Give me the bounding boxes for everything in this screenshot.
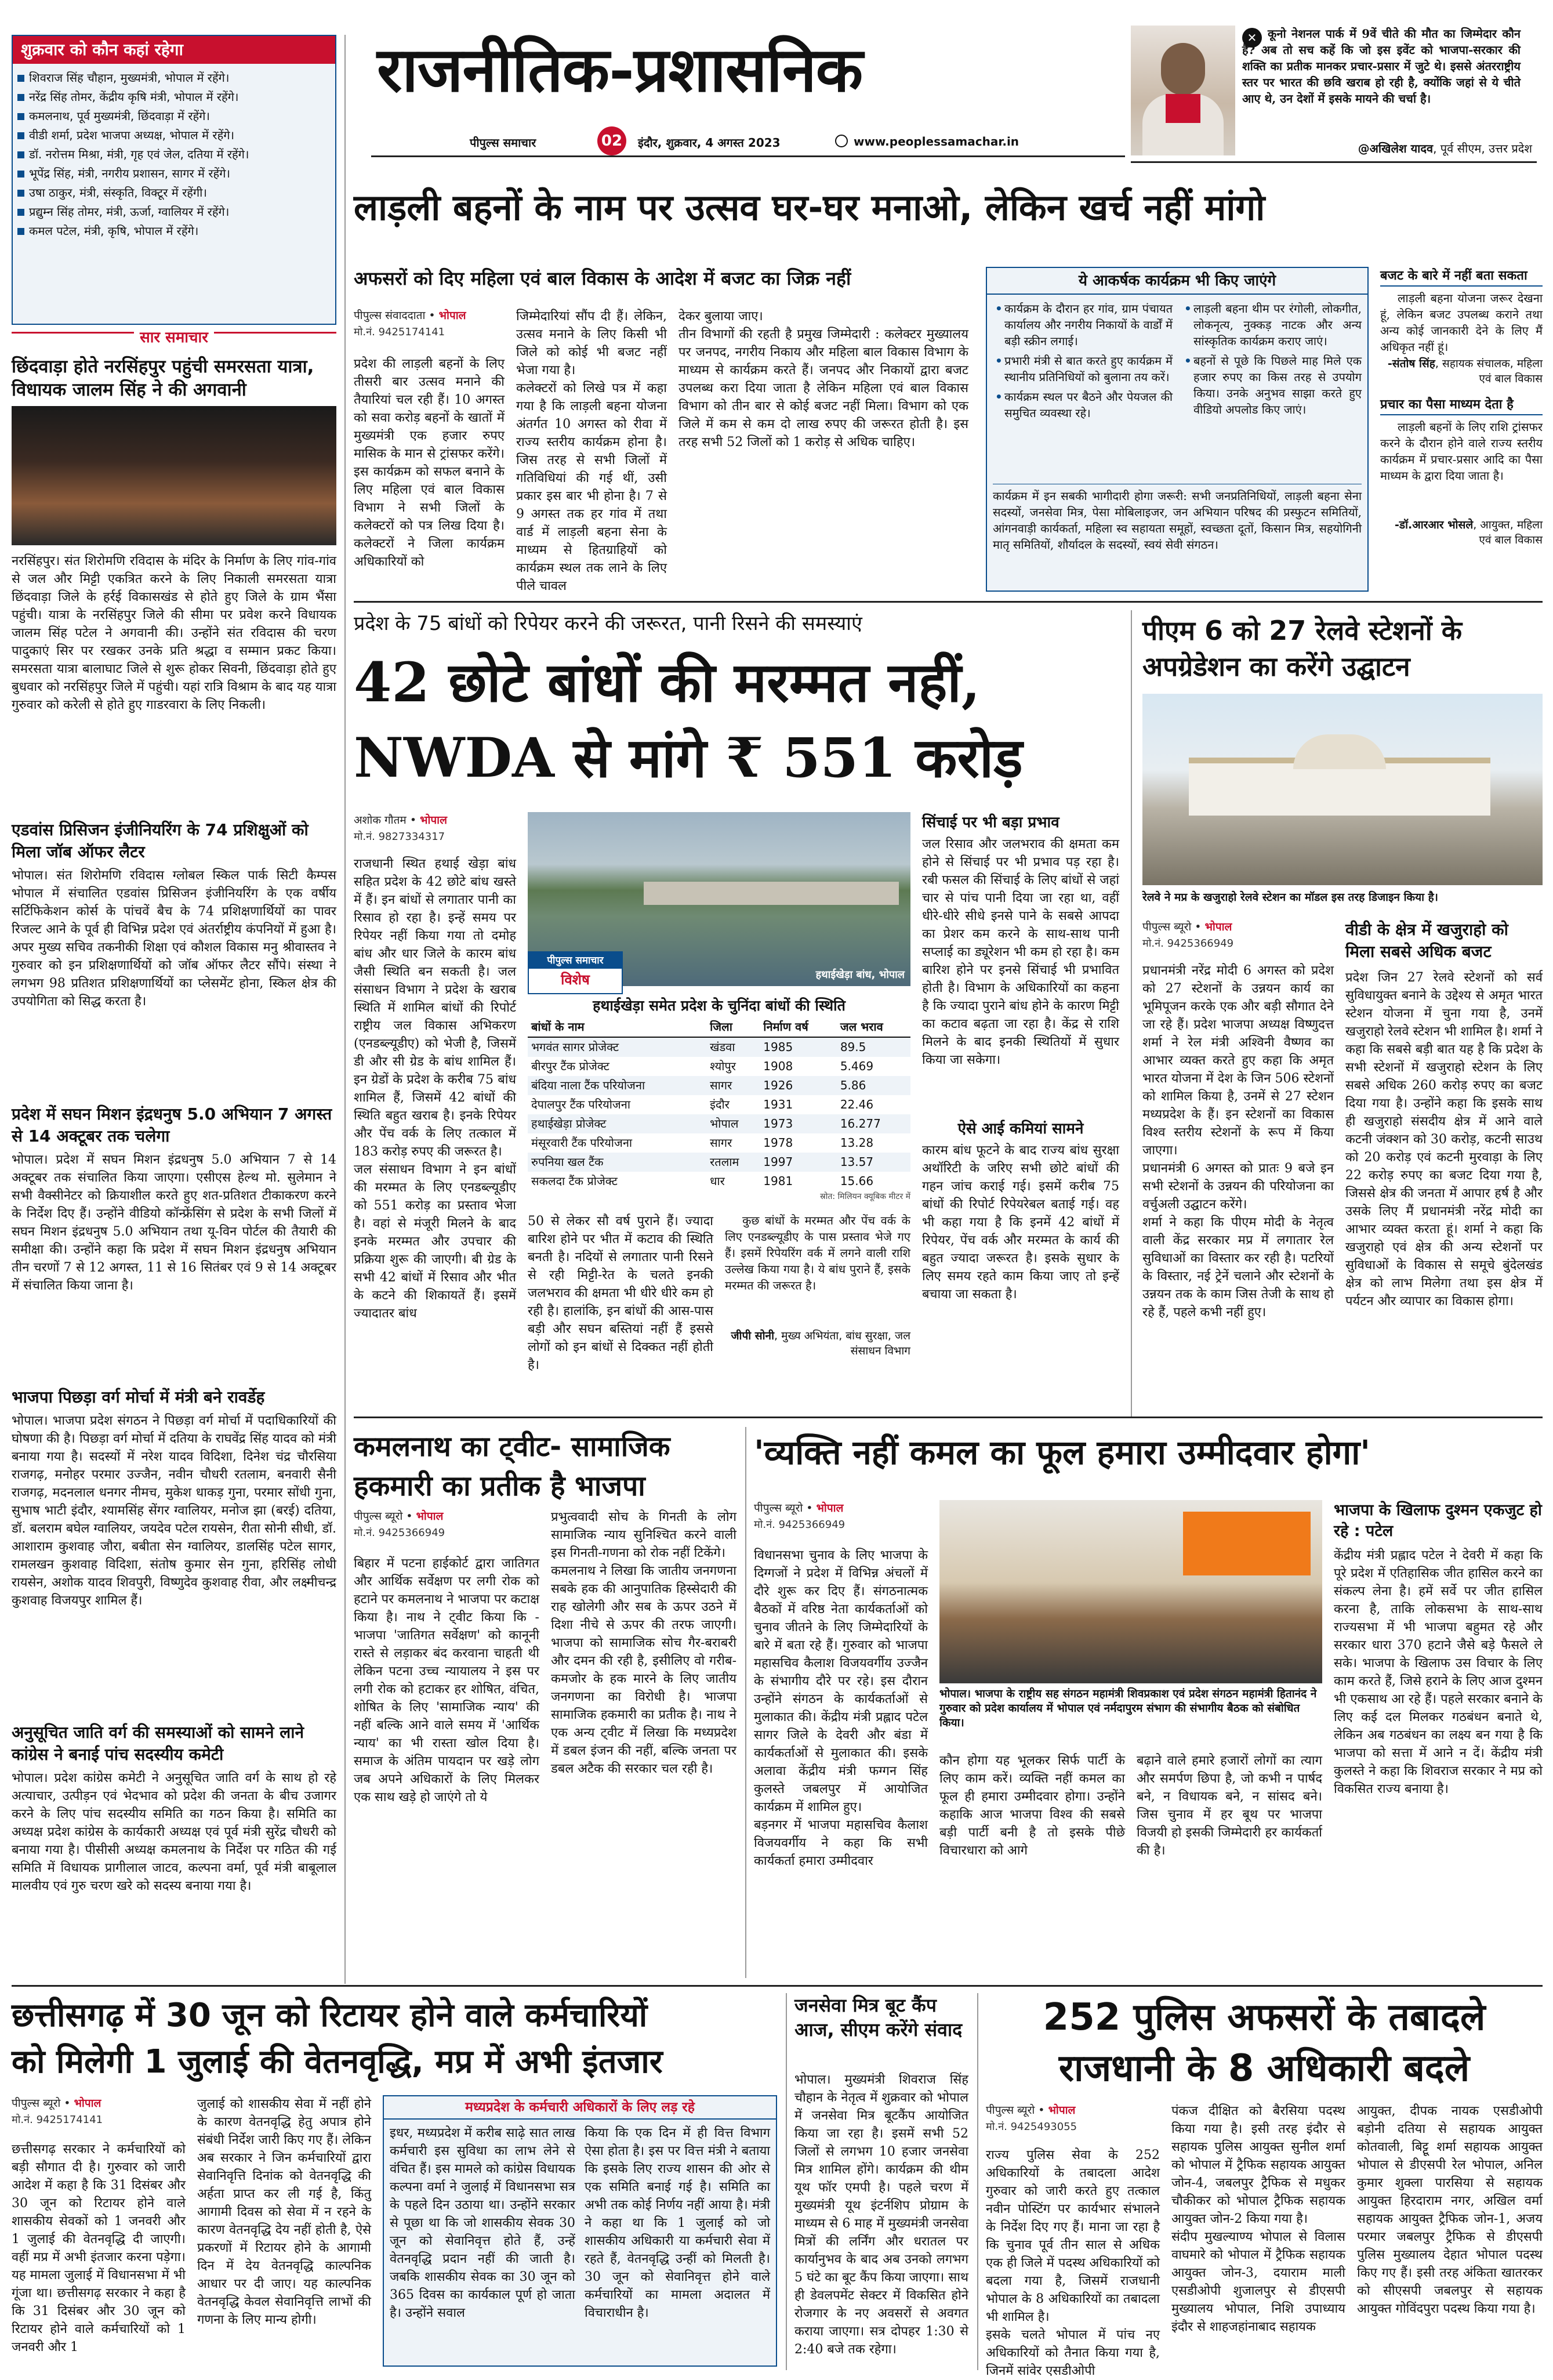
budget-box bbox=[1380, 267, 1547, 592]
dam-photo-caption: हथाईखेड़ा बांध, भोपाल bbox=[815, 969, 905, 981]
dams-table bbox=[528, 995, 910, 1202]
railway-photo-caption: रेलवे ने मप्र के खजुराहो रेलवे स्टेशन का मॉडल इस तरह डिजाइन किया है। bbox=[1142, 891, 1438, 904]
dams-table-cell: सागर bbox=[710, 1136, 732, 1150]
kamalnath-divider bbox=[745, 1427, 746, 1978]
dams-table-cell: 1985 bbox=[763, 1040, 793, 1054]
employees-byline-place: भोपाल bbox=[74, 2097, 101, 2110]
ladli-headline: लाड़ली बहनों के नाम पर उत्सव घर-घर मनाओ, लेकिन खर्च नहीं मांगो bbox=[354, 186, 1265, 229]
kamalnath-headline: कमलनाथ का ट्वीट- सामाजिक हकमारी का प्रतीक है भाजपा bbox=[354, 1430, 670, 1502]
dams-table-row bbox=[528, 1095, 910, 1114]
bjp-byline-place: भोपाल bbox=[816, 1502, 844, 1515]
kamalnath-byline-name: पीपुल्स ब्यूरो bbox=[354, 1510, 403, 1523]
bjp-col-1: विधानसभा चुनाव के लिए भाजपा के दिग्गजों ने प्रदेश में विभिन्न अंचलों में दौरे शुरू कर दिए हैं। संगठनात्मक बैठकों में वरिष्ठ नेता कार्यकर्ताओं को चुनाव जीतने के लिए जिम्मेदारियों के बारे में बता रहे हैं। गुरुवार को भाजपा महासचिव कैलाश विजयवर्गीय उज्जैन के संभागीय दौरे पर रहे। इस दौरान उन्होंने संगठन के कार्यकर्ताओं से मुलाकात की। केंद्रीय मंत्री प्रह्लाद पटेल सागर जिले के देवरी और बंडा में कार्यकर्ताओं से मुलाकात की। इसके अलावा केंद्रीय मंत्री फग्गन सिंह कुलस्ते जबलपुर में आयोजित कार्यक्रम में शामिल हुए। बड़नगर में भाजपा महासचिव कैलाश विजयवर्गीय ने कहा कि सभी कार्यकर्ता हमारा उम्मीदवार bbox=[754, 1548, 928, 1868]
dams-table-cell: 5.469 bbox=[840, 1059, 874, 1073]
dams-table-row bbox=[528, 1076, 910, 1095]
police-byline-place: भोपाल bbox=[1048, 2104, 1076, 2117]
dams-sub-2: ऐसे आई कमियां सामने bbox=[957, 1120, 1084, 1138]
vishesh-tag-label: विशेष bbox=[561, 972, 590, 988]
jansewa-divider bbox=[977, 1993, 978, 2370]
railway-byline-mobile: मो.नं. 9425366949 bbox=[1142, 937, 1234, 950]
masthead-title: राजनीतिक-प्रशासनिक bbox=[377, 33, 863, 106]
prachar-by bbox=[1380, 517, 1543, 548]
dams-table-cell: 13.28 bbox=[840, 1136, 874, 1150]
bjp-col-2: कौन होगा यह भूलकर सिर्फ पार्टी के लिए काम करें। व्यक्ति नहीं कमल का फूल ही हमारा उम्मीदवार होगा। उन्होंने कहाकि आज भाजपा विश्व की सबसे बड़ी पार्टी बनी है तो इसके पीछे विचारधारा को आगे bbox=[939, 1754, 1129, 1858]
dams-table-cell: 1931 bbox=[763, 1097, 793, 1111]
dams-table-cell: इंदौर bbox=[710, 1097, 730, 1111]
ladli-col-2: जिम्मेदारियां सौंप दी हैं। लेकिन, उत्सव मनाने के लिए किसी भी जिले को कोई भी बजट नहीं भेजा गया है। कलेक्टरों को लिखे पत्र में कहा गया है कि लाड़ली बहना योजना अंतर्गत 10 अगस्त को रीवा में राज्य स्तरीय कार्यक्रम होना है। जिस तरह से सभी जिलों में गतिविधियां की गई थीं, उसी प्रकार इस बार भी होना है। 7 से 9 अगस्त तक हर गांव में तथा वार्ड में लाड़ली बहना सेना के माध्यम से हितग्राहियों को कार्यक्रम स्थल तक लाने के लिए पीले चावल bbox=[516, 309, 667, 593]
bjp-col-3: बढ़ाने वाले हमारे हजारों लोगों का त्याग और समर्पण छिपा है, जो कभी न पार्षद बने, न विधायक बने, न सांसद बने। जिस चुनाव में हर बूथ पर भाजपा विजयी हो इसकी जिम्मेदारी हर कार्यकर्ता की है। bbox=[1137, 1754, 1326, 1858]
program-item: • लाड़ली बहना थीम पर रंगोली, लोकगीत, लोकनृत्य, नुक्कड़ नाटक और अन्य सांस्कृतिक कार्यक्रम कराए जाएं। bbox=[1184, 302, 1366, 348]
dams-pullquote bbox=[725, 1212, 915, 1410]
dams-table-cell: भोपाल bbox=[710, 1117, 739, 1131]
vishesh-tag bbox=[528, 951, 623, 994]
saar-samachar-label bbox=[12, 329, 336, 347]
dams-table-cell: देपालपुर टैंक परियोजना bbox=[531, 1097, 631, 1111]
program-item: • बहनों से पूछे कि पिछले माह मिले एक हजार रुपए का किस तरह से उपयोग किया। उनके अनुभव साझा करते हुए वीडियो अपलोड किए जाएं। bbox=[1184, 354, 1366, 416]
dams-pullquote-desig: , मुख्य अभियंता, बांध सुरक्षा, जल संसाधन विभाग bbox=[774, 1330, 910, 1357]
programs-list-a bbox=[993, 300, 1177, 425]
dams-table-cell: 1926 bbox=[763, 1078, 793, 1092]
dams-table-cell: मंसूरवारी टैंक परियोजना bbox=[531, 1136, 633, 1150]
employees-col-3: इधर, मध्यप्रदेश में करीब साढ़े सात लाख कर्मचारी इस सुविधा का लाभ लेने से वंचित हैं। इस मामले को कांग्रेस विधायक कल्पना वर्मा ने जुलाई में विधानसभा सत्र के पहले दिन उठाया था। उन्होंने सरकार से पूछा था कि जो शासकीय सेवक 30 जून को सेवानिवृत्त होते हैं, उन्हें वेतनवृद्धि प्रदान नहीं की जाती है। जबकि शासकीय सेवक का 30 जून को 365 दिवस का कार्यकाल पूर्ण हो जाता है। उन्होंने सवाल bbox=[390, 2126, 579, 2320]
left-news-2-body: भोपाल। संत शिरोमणि रविदास ग्लोबल स्किल पार्क सिटी कैम्पस भोपाल में संचालित एडवांस प्रिसिजन इंजीनियरिंग के एक वर्षीय सर्टिफिकेशन कोर्स के पांचवें बैच के 74 प्रशिक्षणार्थियों का पावर रिजल्ट आने के पूर्व ही विभिन्न प्रदेश एवं अंतर्राष्ट्रीय कंपनियों में हुआ है। अपर मुख्य सचिव तकनीकी शिक्षा एवं कौशल विकास मनु श्रीवास्तव ने गुरुवार को इन प्रशिक्षणार्थियों को जॉब ऑफर लैटर सौंपे। संस्था ने लगभग 98 प्रतिशत प्रशिक्षणार्थियों का प्लेसमेंट होना, स्किल क्षेत्र की उपयोगिता को सिद्ध करता है। bbox=[12, 868, 340, 1009]
schedule-box bbox=[12, 35, 336, 325]
dams-table-source: स्रोत: मिलियन क्यूबिक मीटर में bbox=[820, 1192, 910, 1201]
row-1-rule bbox=[354, 601, 1543, 603]
left-news-2-headline: एडवांस प्रिसिजन इंजीनियरिंग के 74 प्रशिक्षुओं को मिला जॉब ऑफर लैटर bbox=[12, 820, 309, 861]
dams-table-grid bbox=[528, 1016, 910, 1191]
dams-table-cell: सागर bbox=[710, 1078, 732, 1092]
quote-author: @अखिलेश यादव bbox=[1358, 142, 1434, 155]
budget-by-name: -संतोष सिंह bbox=[1387, 357, 1435, 370]
ladli-col-3: देकर बुलाया जाए। तीन विभागों की रहती है प्रमुख जिम्मेदारी : कलेक्टर मुख्यालय पर जनपद, नगरीय निकाय और महिला बाल विकास विभाग के माध्यम से कार्यक्रम करते हैं। जनपद और निकायों द्वारा बजट उपलब्ध करा दिया जाता है लेकिन महिला एवं बाल विकास विभाग को तीन बार से कोई बजट नहीं मिला। विभाग को एक जिले में कम से कम दो लाख रुपए की जरूरत होती है। इस तरह सभी 52 जिलों को 1 करोड़ से अधिक चाहिए। bbox=[678, 309, 968, 450]
dams-table-header-cell: निर्माण वर्ष bbox=[760, 1016, 837, 1037]
employees-byline-mobile: मो.नं. 9425174141 bbox=[12, 2114, 103, 2126]
prachar-title: प्रचार का पैसा माध्यम देता है bbox=[1380, 396, 1543, 415]
dams-table-row bbox=[528, 1133, 910, 1153]
schedule-item: उषा ठाकुर, मंत्री, संस्कृति, विक्टूर में रहेंगी। bbox=[13, 183, 335, 202]
police-byline: पीपुल्स ब्यूरो • भोपाल मो.नं. 9425493055 bbox=[986, 2102, 1160, 2133]
kamalnath-col-2: प्रभुत्ववादी सोच के गिनती के लोग सामाजिक न्याय सुनिश्चित करने वाली इस गिनती-गणना को रोक नहीं टिकेंगे। कमलनाथ ने लिखा कि जातीय जनगणना सबके हक की आनुपातिक हिस्सेदारी की राह खोलेगी और सब के ऊपर उठने में दिशा नीचे से ऊपर की तरफ जाएगी। भाजपा को सामाजिक सोच गैर-बराबरी और दमन की रही है, इसीलिए वो गरीब-कमजोर के हक मारने के लिए जातीय जनगणना का विरोधी है। भाजपा सामाजिक हकमारी का प्रतीक है। नाथ ने एक अन्य ट्वीट में लिखा कि मध्यप्रदेश में डबल इंजन की नहीं, बल्कि जनता पर डबल अटैक की सरकार चल रही है। bbox=[551, 1510, 736, 1776]
website-link[interactable]: www.peoplessamachar.in bbox=[854, 135, 1019, 148]
akhilesh-yadav-photo bbox=[1131, 26, 1235, 155]
employees-headline-2: को मिलेगी 1 जुलाई की वेतनवृद्धि, मप्र में अभी इंतजार bbox=[12, 2043, 663, 2081]
dams-table-header-row bbox=[528, 1016, 910, 1037]
dams-headline-2: NWDA से मांगे ₹ 551 करोड़ bbox=[354, 726, 1023, 790]
schedule-item: कमलनाथ, पूर्व मुख्यमंत्री, छिंदवाड़ा में रहेंगे। bbox=[13, 107, 335, 126]
dams-table-cell: 89.5 bbox=[840, 1040, 866, 1054]
bjp-byline: पीपुल्स ब्यूरो • भोपाल मो.नं. 9425366949 bbox=[754, 1500, 928, 1531]
employees-byline: पीपुल्स ब्यूरो • भोपाल मो.नं. 9425174141 bbox=[12, 2095, 186, 2127]
dams-table-title: हथाईखेड़ा समेत प्रदेश के चुनिंदा बांधों की स्थिति bbox=[593, 997, 846, 1014]
railway-col-1: प्रधानमंत्री नरेंद्र मोदी 6 अगस्त को प्रदेश को 27 स्टेशनों के उन्नयन कार्य का भूमिपूजन करके एक और बड़ी सौगात देने जा रहे हैं। प्रदेश भाजपा अध्यक्ष विष्णुदत्त शर्मा ने रेल मंत्री अश्विनी वैष्णव का आभार व्यक्त करते हुए कहा कि अमृत भारत योजना में देश के जिन 506 स्टेशनों को शामिल किया है, उनमें से 27 स्टेशन मध्यप्रदेश के हैं। इन स्टेशनों का विकास विश्व स्तरीय स्टेशनों के रूप में किया जाएगा। प्रधानमंत्री 6 अगस्त को प्रातः 9 बजे इन सभी स्टेशनों के उन्नयन की परियोजना का वर्चुअली उद्घाटन करेंगे। शर्मा ने कहा कि पीएम मोदी के नेतृत्व वाली केंद्र सरकार मप्र में लगातार रेल सुविधाओं का विस्तार कर रही है। पटरियों के विस्तार, नई ट्रेनें चलाने और स्टेशनों के उन्नयन तक के काम जिस तेजी के साथ हो रहे हैं, पहले कभी नहीं हुए। bbox=[1142, 963, 1334, 1320]
ladli-byline-name: पीपुल्स संवाददाता bbox=[354, 309, 426, 322]
dams-table-cell: 22.46 bbox=[840, 1097, 874, 1111]
bjp-headline: 'व्यक्ति नहीं कमल का फूल हमारा उम्मीदवार होगा' bbox=[754, 1433, 1371, 1472]
budget-text: लाड़ली बहना योजना जरूर देखना हूं, लेकिन बजट उपलब्ध कराने तथा अन्य कोई जानकारी देने के लिए मैं अधिकृत नहीं हूं। bbox=[1380, 291, 1547, 354]
employees-col-2: जुलाई को शासकीय सेवा में नहीं होने के कारण वेतनवृद्धि हेतु अपात्र होने संबंधी निर्देश जारी किए गए हैं। लेकिन अब सरकार ने जिन कर्मचारियों द्वारा सेवानिवृत्ति दिनांक को वेतनवृद्धि की अर्हता प्राप्त कर ली गई है, किंतु आगामी दिवस को सेवा में न रहने के कारण वेतनवृद्धि देय नहीं होती है, ऐसे प्रकरणों में रिटायर होने के आगामी दिन में देय वेतनवृद्धि काल्पनिक आधार पर दी जाए। यह काल्पनिक वेतनवृद्धि केवल सेवानिवृत्ति लाभों की गणना के लिए मान्य होगी। bbox=[197, 2097, 375, 2327]
dams-table-cell: सकलदा टैंक प्रोजेक्ट bbox=[531, 1174, 618, 1188]
dams-col-3b: कारम बांध फूटने के बाद राज्य बांध सुरक्षा अथॉरिटी के जरिए सभी छोटे बांधों की गहन जांच कराई गई। इसमें करीब 75 बांधों की रिपोर्ट रिपेयरेबल बताई गई। वह भी कहा गया है कि इनमें 42 बांधों में रिपेयर, पेंच वर्क और मरम्मत के कार्य की बहुत ज्यादा जरूरत है। इसके सुधार के लिए समय रहते काम किया जाए तो इन्हें बचाया जा सकता है। bbox=[922, 1143, 1123, 1302]
left-news-4-headline: भाजपा पिछड़ा वर्ग मोर्चा में मंत्री बने रावर्डेह bbox=[12, 1388, 265, 1407]
dams-table-cell: 5.86 bbox=[840, 1078, 866, 1092]
budget-by bbox=[1380, 356, 1543, 386]
dams-table-row bbox=[528, 1172, 910, 1191]
programs-participants: कार्यक्रम में इन सबकी भागीदारी होगा जरूरी: सभी जनप्रतिनिधियों, लाड़ली बहना सेना सदस्यों, जनसेवा मित्र, पेसा मोबिलाइजर, जन अभियान परिषद की प्रस्फुटन समितियों, आंगनवाड़ी कार्यकर्ता, महिला स्व सहायता समूहों, स्वच्छता दूतों, किसान मित्र, सहयोगिनी मातृ समितियों, शौर्यादल के सदस्यों, स्वयं सेवी संगठन। bbox=[993, 484, 1362, 588]
dams-pullquote-text: कुछ बांधों के मरम्मत और पेंच वर्क के लिए एनडब्ल्यूडीए के पास प्रस्ताव भेजे गए हैं। इसमें रिपेयरिंग वर्क में लगने वाली राशि उल्लेख किया गया है। ये बांध पुराने हैं, इसके मरम्मत की जरूरत है। bbox=[725, 1213, 915, 1292]
budget-by-desig: , सहायक संचालक, महिला एवं बाल विकास bbox=[1435, 357, 1543, 385]
row-2-rule bbox=[354, 1417, 1543, 1418]
police-headline-2: राजधानी के 8 अधिकारी बदले bbox=[1058, 2047, 1470, 2090]
schedule-item: नरेंद्र सिंह तोमर, केंद्रीय कृषि मंत्री, भोपाल में रहेंगे। bbox=[13, 88, 335, 107]
saar-samachar-text: सार समाचार bbox=[134, 326, 214, 347]
schedule-item: डॉ. नरोत्तम मिश्रा, मंत्री, गृह एवं जेल, दतिया में रहेंगे। bbox=[13, 145, 335, 164]
dams-table-cell: 1997 bbox=[763, 1155, 793, 1169]
bjp-byline-name: पीपुल्स ब्यूरो bbox=[754, 1502, 803, 1515]
dams-byline: अशोक गौतम • भोपाल मो.नं. 9827334317 bbox=[354, 812, 528, 843]
samarasta-yatra-photo bbox=[12, 406, 336, 545]
police-byline-name: पीपुल्स ब्यूरो bbox=[986, 2104, 1035, 2117]
dams-table-cell: 13.57 bbox=[840, 1155, 874, 1169]
dams-table-cell: 16.277 bbox=[840, 1117, 881, 1131]
schedule-item: प्रद्युम्न सिंह तोमर, मंत्री, ऊर्जा, ग्वालियर में रहेंगे। bbox=[13, 202, 335, 222]
dams-table-cell: 1973 bbox=[763, 1117, 793, 1131]
dams-headline-1: 42 छोटे बांधों की मरम्मत नहीं, bbox=[354, 651, 981, 715]
program-item: • कार्यक्रम स्थल पर बैठने और पेयजल की समुचित व्यवस्था रहे। bbox=[995, 390, 1177, 420]
bjp-meeting-photo bbox=[939, 1500, 1322, 1683]
kamalnath-byline-place: भोपाल bbox=[416, 1510, 444, 1523]
left-news-5-body: भोपाल। प्रदेश कांग्रेस कमेटी ने अनुसूचित जाति वर्ग के साथ हो रहे अत्याचार, उत्पीड़न एवं भेदभाव को प्रदेश की जनता के बीच उजागर करने के लिए पांच सदस्यीय समिति का गठन किया है। समिति का अध्यक्ष प्रदेश कांग्रेस के कार्यकारी अध्यक्ष एवं पूर्व मंत्री सुरेंद्र चौधरी को बनाया गया है। पीसीसी अध्यक्ष कमलनाथ के निर्देश पर गठित की गई समिति में विधायक प्रागीलाल जाटव, कल्पना वर्मा, पूर्व मंत्री बाबूलाल मालवीय एवं गुरु चरण खरे को सदस्य बनाया गया है। bbox=[12, 1771, 340, 1893]
dams-table-header-cell: जिला bbox=[706, 1016, 760, 1037]
employees-box-title: मध्यप्रदेश के कर्मचारी अधिकारों के लिए लड़ रहे bbox=[384, 2096, 776, 2120]
police-col-2: पंकज दीक्षित को बैरसिया पदस्थ किया गया है। इसी तरह इंदौर से सहायक पुलिस आयुक्त सुनील शर्मा को भोपाल में ट्रैफिक सहायक आयुक्त जोन-4, जबलपुर ट्रैफिक से मधुकर चौकीकर को भोपाल ट्रैफिक सहायक आयुक्त जोन-2 किया गया है। संदीप मुखल्याण्य भोपाल से विलास वाघमारे को भोपाल में ट्रैफिक सहायक आयुक्त जोन-3, दयाराम माली एसडीओपी शुजालपुर से डीएसपी मुख्यालय भोपाल, निशि उपाध्याय इंदौर से शाहजहांनाबाद सहायक bbox=[1171, 2104, 1345, 2334]
dams-byline-mobile: मो.नं. 9827334317 bbox=[354, 831, 445, 843]
schedule-item: शिवराज सिंह चौहान, मुख्यमंत्री, भोपाल में रहेंगे। bbox=[13, 68, 335, 88]
prachar-by-name: -डॉ.आरआर भोसले bbox=[1395, 519, 1474, 531]
row-3-rule bbox=[12, 1985, 1543, 1987]
ladli-byline-mobile: मो.नं. 9425174141 bbox=[354, 326, 445, 338]
employees-headline-1: छत्तीसगढ़ में 30 जून को रिटायर होने वाले कर्मचारियों bbox=[12, 1997, 648, 2034]
dams-table-cell: बीरपुर टैंक प्रोजेक्ट bbox=[531, 1059, 609, 1073]
quote-attribution bbox=[1242, 140, 1532, 156]
dams-table-cell: रतलाम bbox=[710, 1155, 739, 1169]
vishesh-tag-paper: पीपुल्स समाचार bbox=[529, 952, 622, 969]
budget-title: बजट के बारे में नहीं बता सकता bbox=[1380, 267, 1543, 287]
left-news-3-body: भोपाल। प्रदेश में सघन मिशन इंद्रधनुष 5.0 अभियान 7 से 14 अक्टूबर तक संचालित किया जाएगा। एसीएस हेल्थ मो. सुलेमान ने सभी वैक्सीनेटर को क्रियाशील करते हुए शत-प्रतिशत टीकाकरण करने के निर्देश दिए हैं। उन्होंने वीडियो कॉन्फ्रेंसिंग से प्रदेश के सभी जिलों में सघन मिशन इंद्रधनुष 5.0 अभियान तथा यू-विन पोर्टल की तैयारी की समीक्षा की। उन्होंने कहा कि प्रदेश में सघन मिशन इंद्रधनुष अभियान तीन चरणों 7 से 12 अगस्त, 11 से 16 सितंबर एवं 9 से 14 अक्टूबर में संचालित किया जाना है। bbox=[12, 1153, 340, 1293]
railway-headline: पीएम 6 को 27 रेलवे स्टेशनों के अपग्रेडेशन का करेंगे उद्घाटन bbox=[1142, 615, 1463, 682]
schedule-title: शुक्रवार को कौन कहां रहेगा bbox=[13, 36, 335, 64]
dams-byline-place: भोपाल bbox=[420, 814, 447, 827]
railway-col-2: प्रदेश जिन 27 रेलवे स्टेशनों को सर्व सुविधायुक्त बनाने के उद्देश्य से अमृत भारत स्टेशन योजना में चुना गया है, उनमें खजुराहो रेलवे स्टेशन भी शामिल है। शर्मा ने कहा कि सबसे बड़ी बात यह है कि प्रदेश के सभी स्टेशनों में खजुराहो स्टेशन के लिए सबसे अधिक 260 करोड़ रुपए का बजट दिया गया है। उन्होंने कहा कि इसके साथ ही खजुराहो संसदीय क्षेत्र में आने वाले कटनी जंक्शन को 30 करोड़, कटनी साउथ को 20 करोड़ एवं कटनी मुरवाड़ा के लिए 22 करोड़ रुपए का बजट दिया गया है, जिससे क्षेत्र की जनता में आपार हर्ष है और उसके लिए मैं प्रधानमंत्री नरेंद्र मोदी का आभार व्यक्त करता हूं। शर्मा ने कहा कि खजुराहो एवं क्षेत्र की अन्य स्टेशनों पर सुविधाओं के विकास से समूचे बुंदेलखंड क्षेत्र को लाभ मिलेगा तथा इस क्षेत्र में पर्यटन और व्यापार का विकास होगा। bbox=[1345, 970, 1547, 1309]
ladli-byline: पीपुल्स संवाददाता • भोपाल मो.नं. 9425174141 bbox=[354, 307, 505, 339]
dams-table-cell: धार bbox=[710, 1174, 725, 1188]
dams-table-cell: 1978 bbox=[763, 1136, 793, 1150]
police-byline-mobile: मो.नं. 9425493055 bbox=[986, 2121, 1077, 2133]
bjp-photo-caption: भोपाल। भाजपा के राष्ट्रीय सह संगठन महामंत्री शिवप्रकाश एवं प्रदेश संगठन महामंत्री हितानंद ने गुरुवार को प्रदेश कार्यालय में भोपाल एवं नर्मदापुरम संभाग की संभागीय बैठक को संबोधित किया। bbox=[939, 1687, 1317, 1729]
schedule-list bbox=[13, 64, 335, 241]
dams-table-cell: रुपनिया खल टैंक bbox=[531, 1155, 604, 1169]
schedule-item: कमल पटेल, मंत्री, कृषि, भोपाल में रहेंगे। bbox=[13, 222, 335, 241]
police-col-1: राज्य पुलिस सेवा के 252 अधिकारियों के तबादला आदेश गुरुवार को जारी करते हुए तत्काल नवीन पोस्टिंग पर कार्यभार संभालने के निर्देश दिए गए हैं। माना जा रहा है कि चुनाव पूर्व तीन साल से अधिक एक ही जिले में पदस्थ अधिकारियों को बदला गया है, जिसमें राजधानी भोपाल के 8 अधिकारियों का तबादला भी शामिल है। इसके चलते भोपाल में पांच नए अधिकारियों को तैनात किया गया है, जिनमें सांवेर एसडीओपी bbox=[986, 2148, 1160, 2378]
quote-text: कूनो नेशनल पार्क में 9वें चीते की मौत का जिम्मेदार कौन है? अब तो सच कहें कि जो इस इवेंट को भाजपा-सरकार की शक्ति का प्रतीक मानकर प्रचार-प्रसार में जुटे थे। इससे अंतरराष्ट्रीय स्तर पर भारत की छवि खराब हो रही है, क्योंकि जहां से ये चीते आए थे, उन देशों में इसके मायने की चर्चा है। bbox=[1242, 27, 1525, 106]
page-number-text: 02 bbox=[601, 132, 623, 150]
employees-col-4: किया कि एक दिन में ही वित्त विभाग ऐसा होता है। इस पर वित्त मंत्री ने बताया कि इसके लिए राज्य शासन की ओर से एक समिति बनाई गई है। समिति का अभी तक कोई निर्णय नहीं आया है। मंत्री ने कहा था कि 1 जुलाई को जो शासकीय अधिकारी या कर्मचारी सेवा में रहते हैं, वेतनवृद्धि उन्हीं को मिलती है। 30 जून को सेवानिवृत्त होने वाले कर्मचारियों का मामला अदालत में विचाराधीन है। bbox=[585, 2126, 774, 2320]
left-news-1-headline: छिंदवाड़ा होते नरसिंहपुर पहुंची समरसता यात्रा, विधायक जालम सिंह ने की अगवानी bbox=[12, 356, 314, 400]
kamalnath-col-1: बिहार में पटना हाईकोर्ट द्वारा जातिगत और आर्थिक सर्वेक्षण पर लगी रोक को हटाने पर कमलनाथ ने भाजपा पर कटाक्ष किया है। नाथ ने ट्वीट किया कि - भाजपा 'जातिगत सर्वेक्षण' को कानूनी रास्ते से लड़ाकर बंद करवाना चाहती थी लेकिन पटना उच्च न्यायालय ने इस पर लगी रोक को हटाकर हर शोषित, वंचित, शोषित के लिए 'सामाजिक न्याय' की नहीं बल्कि आने वाले समय में 'आर्थिक न्याय' का भी रास्ता खोल दिया है। समाज के अंतिम पायदान पर खड़े लोग जब अपने अधिकारों के लिए मिलकर एक साथ खड़े हो जाएंगे तो ये bbox=[354, 1556, 543, 1805]
programs-box bbox=[986, 267, 1369, 592]
quote-designation: , पूर्व सीएम, उत्तर प्रदेश bbox=[1433, 142, 1532, 155]
kamalnath-byline: पीपुल्स ब्यूरो • भोपाल मो.नं. 9425366949 bbox=[354, 1508, 539, 1539]
railway-byline: पीपुल्स ब्यूरो • भोपाल मो.नं. 9425366949 bbox=[1142, 919, 1334, 950]
dams-table-cell: श्योपुर bbox=[710, 1059, 736, 1073]
employees-divider bbox=[786, 1993, 787, 2370]
dams-kicker: प्रदेश के 75 बांधों को रिपेयर करने की जरूरत, पानी रिसने की समस्याएं bbox=[354, 612, 862, 635]
dams-table-cell: 15.66 bbox=[840, 1174, 874, 1188]
schedule-item: भूपेंद्र सिंह, मंत्री, नगरीय प्रशासन, सागर में रहेंगे। bbox=[13, 164, 335, 183]
left-news-5-headline: अनुसूचित जाति वर्ग की समस्याओं को सामने लाने कांग्रेस ने बनाई पांच सदस्यीय कमेटी bbox=[12, 1723, 304, 1764]
dams-table-cell: बंदिया नाला टैंक परियोजना bbox=[531, 1078, 645, 1092]
dams-table-row bbox=[528, 1153, 910, 1172]
programs-list-b bbox=[1182, 300, 1366, 421]
kamalnath-byline-mobile: मो.नं. 9425366949 bbox=[354, 1527, 445, 1539]
dams-table-row bbox=[528, 1057, 910, 1076]
left-column-divider bbox=[344, 35, 346, 1984]
dams-table-header-cell: जल भराव bbox=[837, 1016, 910, 1037]
programs-title: ये आकर्षक कार्यक्रम भी किए जाएंगे bbox=[987, 268, 1367, 295]
dams-col-1: राजधानी स्थित हथाई खेड़ा बांध सहित प्रदेश के 42 छोटे बांध खस्ते में हैं। इन बांधों से लगातार पानी का रिसाव हो रहा है। इन्हें समय पर रिपेयर नहीं किया गया तो दमोह बांध और धार जिले के कारम बांध जैसी स्थिति बन सकती है। जल संसाधन विभाग ने प्रदेश के खराब स्थिति में शामिल बांधों की रिपोर्ट राष्ट्रीय जल विकास अभिकरण (एनडब्ल्यूडीए) को भेजी है, जिसमें डी और सी ग्रेड के बांध शामिल हैं। इन ग्रेडों के प्रदेश के करीब 75 बांध शामिल हैं, जिसमें 42 बांधों की स्थिति बहुत खराब है। इनके रिपेयर और पेंच वर्क के लिए तत्काल में 183 करोड़ रुपए की जरूरत है। जल संसाधन विभाग ने इन बांधों की मरम्मत के लिए एनडब्ल्यूडीए को 551 करोड़ का प्रस्ताव भेजा है। वहां से मंजूरी मिलने के बाद इनके मरम्मत और उपचार की प्रक्रिया शुरू की जाएगी। बी ग्रेड के सभी 42 बांधों में रिसाव और भीत के कटने की शिकायतें हैं। इसमें ज्यादातर बांध bbox=[354, 857, 516, 1321]
program-item: • कार्यक्रम के दौरान हर गांव, ग्राम पंचायत कार्यालय और नगरीय निकायों के वार्डों में बड़ी स्क्रीन लगाई। bbox=[995, 302, 1177, 348]
employees-byline-name: पीपुल्स ब्यूरो bbox=[12, 2097, 61, 2110]
dams-byline-name: अशोक गौतम bbox=[354, 814, 407, 827]
railway-byline-name: पीपुल्स ब्यूरो bbox=[1142, 921, 1192, 933]
schedule-item: वीडी शर्मा, प्रदेश भाजपा अध्यक्ष, भोपाल में रहेंगे। bbox=[13, 126, 335, 145]
dams-table-cell: खंडवा bbox=[710, 1040, 735, 1054]
dams-table-row bbox=[528, 1114, 910, 1133]
quote-rule bbox=[1131, 161, 1537, 163]
program-item: • प्रभारी मंत्री से बात करते हुए कार्यक्रम में स्थानीय प्रतिनिधियों को बुलाना तय करें। bbox=[995, 354, 1177, 384]
dams-table-row bbox=[528, 1037, 910, 1057]
dams-col-2: 50 से लेकर सौ वर्ष पुराने हैं। ज्यादा बारिश होने पर भीत में कटाव की स्थिति बनती है। नदियों से लगातार पानी रिसने से रही मिट्टी-रेत के चलते इनकी जलभराव की क्षमता भी धीरे धीरे कम हो रही है। हालांकि, इन बांधों की आस-पास बड़ी और सघन बस्तियां नहीं हैं इससे लोगों को इन बांधों से दिक्कत नहीं होती है। bbox=[528, 1214, 717, 1372]
khajuraho-station-render bbox=[1142, 694, 1543, 885]
dams-pullquote-by: जीपी सोनी bbox=[731, 1330, 775, 1342]
masthead-paper-name: पीपुल्स समाचार bbox=[470, 136, 536, 150]
employees-box bbox=[383, 2095, 777, 2367]
x-logo-icon: ✕ bbox=[1242, 28, 1262, 48]
dams-table-header-cell: बांधों के नाम bbox=[528, 1016, 706, 1037]
ladli-deck: अफसरों को दिए महिला एवं बाल विकास के आदेश में बजट का जिक्र नहीं bbox=[354, 267, 851, 289]
dams-table-cell: भगवंत सागर प्रोजेक्ट bbox=[531, 1040, 619, 1054]
bjp-byline-mobile: मो.नं. 9425366949 bbox=[754, 1519, 846, 1531]
employees-col-1: छत्तीसगढ़ सरकार ने कर्मचारियों को बड़ी सौगात दी है। गुरुवार को जारी आदेश में कहा है कि 31 दिसंबर और 30 जून को रिटायर होने वाले शासकीय सेवकों को 1 जनवरी और 1 जुलाई की वेतनवृद्धि दी जाएगी। वहीं मप्र में अभी इंतजार करना पड़ेगा। यह मामला जुलाई में विधानसभा में भी गूंजा था। छत्तीसगढ़ सरकार ने कहा है कि 31 दिसंबर और 30 जून को रिटायर होने वाले कर्मचारियों को 1 जनवरी और 1 bbox=[12, 2142, 190, 2354]
prachar-by-desig: , आयुक्त, महिला एवं बाल विकास bbox=[1473, 519, 1543, 546]
left-news-1-body: नरसिंहपुर। संत शिरोमणि रविदास के मंदिर के निर्माण के लिए गांव-गांव से जल और मिट्टी एकत्रित करने के लिए निकाली समरसता यात्रा छिंदवाड़ा जिले के हर्रई विकासखंड से होते हुए जिले के ग्राम भैंसा पहुंची। यात्रा के नरसिंहपुर जिले की सीमा पर प्रवेश करने विधायक जालम सिंह पटेल ने अगवानी की। उन्होंने संत रविदास की चरण पादुकाएं सिर पर रखकर उनके प्रति श्रद्धा व सम्मान प्रकट किया। समरसता यात्रा बालाघाट जिले से शुरू होकर सिवनी, छिंदवाड़ा होते हुए बुधवार को नरसिंहपुर जिले में पहुंची। यहां रात्रि विश्राम के बाद यह यात्रा गुरुवार को करेली से होते हुए गाडरवारा के लिए निकली। bbox=[12, 554, 340, 712]
dams-table-cell: हथाईखेड़ा प्रोजेक्ट bbox=[531, 1117, 607, 1131]
bjp-side-title: भाजपा के खिलाफ दुश्मन एकजुट हो रहे : पटेल bbox=[1334, 1501, 1542, 1540]
prachar-text: लाड़ली बहनों के लिए राशि ट्रांसफर करने के दौरान होने वाले राज्य स्तरीय कार्यक्रम में प्रचार-प्रसार आदि का पैसा माध्यम के द्वारा दिया जाता है। bbox=[1380, 420, 1547, 483]
police-col-3: आयुक्त, दीपक नायक एसडीओपी बड़ोनी दतिया से सहायक आयुक्त कोतवाली, बिट्टू शर्मा सहायक आयुक्त भोपाल से डीएसपी रेल भोपाल, अनिल कुमार शुक्ला पारसिया से सहायक आयुक्त हिरदाराम नगर, अखिल वर्मा सहायक आयुक्त ट्रैफिक जोन-1, अजय परमार जबलपुर ट्रैफिक से डीएसपी पुलिस मुख्यालय देहात भोपाल पदस्थ किए गए हैं। इसी तरह अंकिता खातरकर को सीएसपी जबलपुर से सहायक आयुक्त गोविंदपुरा पदस्थ किया गया है। bbox=[1357, 2104, 1547, 2316]
railway-byline-place: भोपाल bbox=[1204, 921, 1232, 933]
left-news-3-headline: प्रदेश में सघन मिशन इंद्रधनुष 5.0 अभियान 7 अगस्त से 14 अक्टूबर तक चलेगा bbox=[12, 1104, 332, 1146]
dams-railway-divider bbox=[1131, 610, 1132, 1417]
bjp-side-text: केंद्रीय मंत्री प्रह्लाद पटेल ने देवरी में कहा कि पूरे प्रदेश में एतिहासिक जीत हासिल करने का संकल्प लेना है। हमें सर्वे पर जीत हासिल करना है, ताकि लोकसभा के साथ-साथ राज्यसभा में भी भाजपा बहुमत रहे और सरकार धारा 370 हटाने जैसे बड़े फैसले ले सके। भाजपा के खिलाफ उस विचार के लिए काम करते हैं, जिसे हराने के लिए आज दुश्मन भी एकसाथ आ रहे हैं। पहले सरकार बनाने के लिए कई दल मिलकर गठबंधन बनाते थे, लेकिन अब गठबंधन का लक्ष्य बन गया है कि भाजपा को सत्ता में आने न दें। केंद्रीय मंत्री कुलस्ते ने कहा कि शिवराज सरकार ने मप्र को विकसित राज्य बनाया है। bbox=[1334, 1548, 1547, 1796]
masthead-rule bbox=[371, 155, 1125, 157]
ladli-byline-place: भोपाल bbox=[438, 309, 466, 322]
dams-sub-1: सिंचाई पर भी बड़ा प्रभाव bbox=[922, 814, 1059, 831]
railway-sub: वीडी के क्षेत्र में खजुराहो को मिला सबसे अधिक बजट bbox=[1345, 920, 1508, 961]
police-headline-1: 252 पुलिस अफसरों के तबादले bbox=[1043, 1996, 1486, 2039]
ladli-col-1: प्रदेश की लाड़ली बहनों के लिए तीसरी बार उत्सव मनाने की तैयारियां चल रही हैं। 10 अगस्त को सवा करोड़ बहनों के खातों में मुख्यमंत्री एक हजार रुपए मासिक के मान से ट्रांसफर करेंगे। इस कार्यक्रम को सफल बनाने के लिए महिला एवं बाल विकास विभाग ने सभी जिलों के कलेक्टरों को पत्र लिख दिया है। कलेक्टरों ने जिला कार्यक्रम अधिकारियों को bbox=[354, 357, 509, 569]
globe-icon bbox=[835, 135, 848, 147]
jansewa-headline: जनसेवा मित्र बूट कैंप आज, सीएम करेंगे संवाद bbox=[794, 1994, 963, 2041]
jansewa-body: भोपाल। मुख्यमंत्री शिवराज सिंह चौहान के नेतृत्व में शुक्रवार को भोपाल में जनसेवा मित्र बूटकैंप आयोजित किया जा रहा है। इसमें सभी 52 जिलों से लगभग 10 हजार जनसेवा मित्र शामिल होंगे। कार्यक्रम की थीम यूथ फॉर एमपी है। पहले चरण में मुख्यमंत्री यूथ इंटर्नशिप प्रोग्राम के माध्यम से 6 माह में मुख्यमंत्री जनसेवा मित्रों की लर्निंग और धरातल पर कार्यानुभव के बाद अब उनको लगभग 5 घंटे का बूट कैंप किया जाएगा। साथ ही डेवलपमेंट सेक्टर में विकसित होने रोजगार के नए अवसरों से अवगत कराया जाएगा। सत्र दोपहर 1:30 से 2:40 बजे तक रहेगा। bbox=[794, 2073, 973, 2357]
dams-table-cell: 1908 bbox=[763, 1059, 793, 1073]
left-news-4-body: भोपाल। भाजपा प्रदेश संगठन ने पिछड़ा वर्ग मोर्चा में पदाधिकारियों की घोषणा की है। पिछड़ा वर्ग मोर्चा में दतिया के राघवेंद्र सिंह यादव को मंत्री बनाया गया है। सदस्यों में नरेश यादव विदिशा, दिनेश चंद्र चौरसिया राजगढ़, मनोहर परमार उज्जैन, नवीन चौधरी रतलाम, बनवारी सैनी राजगढ़, मदनलाल धनगर नीमच, मुकेश धाकड़ गुना, परमार सोंधी गुना, सुभाष भाटी इंदौर, श्यामसिंह सेंगर ग्वालियर, मनोज झा (बरई) दतिया, डॉ. बलराम बघेल ग्वालियर, जयदेव पटेल रायसेन, रीता सोनी सीधी, डॉ. आशाराम कुशवाह जौरा, बबीता सेन ग्वालियर, डालसिंह पटेल सागर, रामलखन कुशवाह विदिशा, संतोष कुमार सेन गुना, हरिसिंह लोधी रायसेन, अशोक यादव शिवपुरी, विष्णुदेव कुशवाह रीवा, और लक्ष्मीचन्द्र कुशवाह विजयपुर शामिल हैं। bbox=[12, 1414, 340, 1608]
page-number bbox=[597, 126, 626, 155]
dams-col-3a: जल रिसाव और जलभराव की क्षमता कम होने से सिंचाई पर भी प्रभाव पड़ रहा है। रबी फसल की सिंचाई के लिए बांधों से जहां चार से पांच पानी दिया जा रहा था, वहीं धीरे-धीरे सीधे इनसे पाने के सबसे आपदा का प्रेशर कम करने के साथ-साथ पानी सप्लाई का ड्यूरेशन भी कम हो रहा है। कम बारिश होने पर इनसे सिंचाई भी प्रभावित होती है। विभाग के अधिकारियों का कहना है कि ज्यादा पुराने बांध होने के कारण मिट्टी का कटाव बढ़ता जा रहा है। केंद्र से राशि मिलने के बाद इनकी स्थितियों में सुधार किया जा सकेगा। bbox=[922, 837, 1123, 1067]
dams-table-cell: 1981 bbox=[763, 1174, 793, 1188]
dateline: इंदौर, शुक्रवार, 4 अगस्त 2023 bbox=[638, 136, 781, 150]
